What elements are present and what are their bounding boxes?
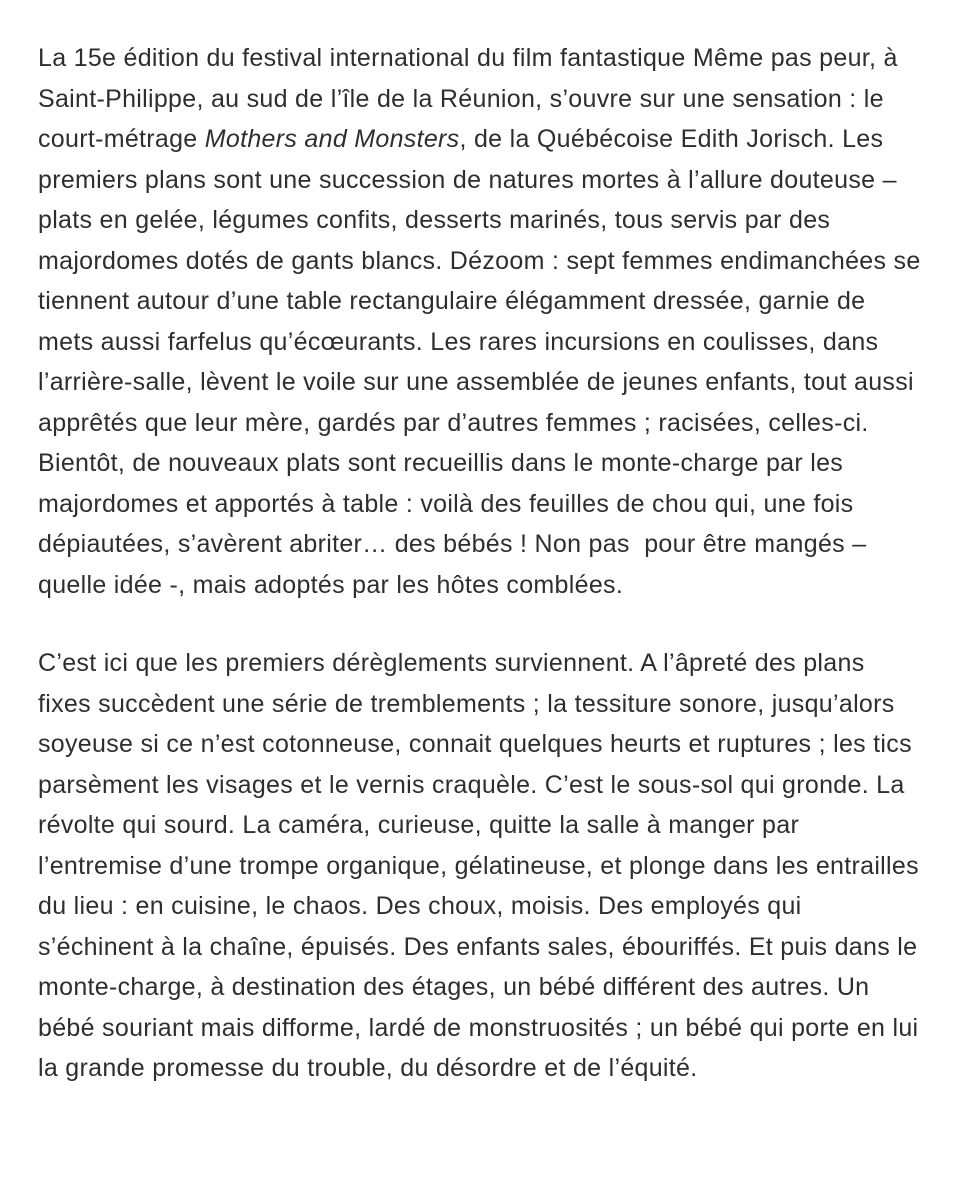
article-paragraph-2 <box>38 643 927 1089</box>
paragraph-2-text: C’est ici que les premiers dérèglements surviennent. A l’âpreté des plans fixes succèdent une série de tremblements ; la tessiture sonore, jusqu’alors soyeuse si ce n’est cotonneuse, connait quelques heurts et ruptures ; les tics parsèment les visages et le vernis craquèle. C’est le sous-sol qui gronde. La révolte qui sourd. La caméra, curieuse, quitte la salle à manger par l’entremise d’une trompe organique, gélatineuse, et plonge dans les entrailles du lieu : en cuisine, le chaos. Des choux, moisis. Des employés qui s’échinent à la chaîne, épuisés. Des enfants sales, ébouriffés. Et puis dans le monte-charge, à destination des étages, un bébé différent des autres. Un bébé souriant mais difforme, lardé de monstruosités ; un bébé qui porte en lui la grande promesse du trouble, du désordre et de l’équité. <box>38 649 927 1082</box>
article-paragraph-1 <box>38 38 928 605</box>
paragraph-1-text-after-title: , de la Québécoise Edith Jorisch. Les premiers plans sont une succession de natures mortes à l’allure douteuse – plats en gelée, légumes confits, desserts marinés, tous servis par des majordomes dotés de gants blancs. Dézoom : sept femmes endimanchées se tiennent autour d’une table rectangulaire élégamment dressée, garnie de mets aussi farfelus qu’écœurants. Les rares incursions en coulisses, dans l’arrière-salle, lèvent le voile sur une assemblée de jeunes enfants, tout aussi apprêtés que leur mère, gardés par d’autres femmes ; racisées, celles-ci. Bientôt, de nouveaux plats sont recueillis dans le monte-charge par les majordomes et apportés à table : voilà des feuilles de chou qui, une fois dépiautées, s’avèrent abriter… des bébés ! Non pas pour être mangés – quelle idée -, mais adoptés par les hôtes comblées. <box>38 125 928 599</box>
paragraph-1-text-before-title: La 15e édition du festival international du film fantastique Même pas peur, à Saint-Philippe, au sud de l’île de la Réunion, s’ouvre sur une sensation : le court-métrage <box>38 44 905 153</box>
film-title: Mothers and Monsters <box>204 125 460 153</box>
